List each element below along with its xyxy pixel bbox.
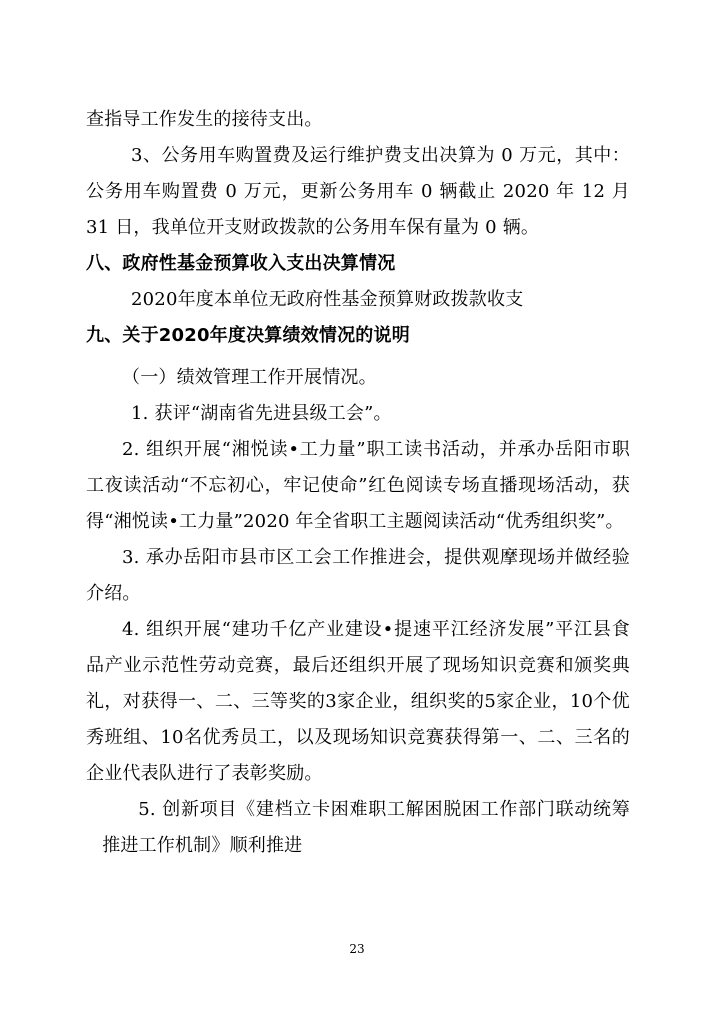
body-paragraph: 3. 承办岳阳市县市区工会工作推进会，提供观摩现场并做经验介绍。 — [86, 547, 630, 604]
body-paragraph: 3、公务用车购置费及运行维护费支出决算为 0 万元，其中：公务用车购置费 0 万元，更新公务用车 0 辆截止 2020 年 12 月 31 日，我单位开支财政拨款的公务用车保有量为 0 辆。 — [86, 145, 630, 238]
body-paragraph: 4. 组织开展“建功千亿产业建设•提速平江经济发展”平江县食品产业示范性劳动竞赛，最后还组织开展了现场知识竞赛和颁奖典礼，对获得一、二、三等奖的3家企业，组织奖的5家企业，10个优秀班组、10名优秀员工，以及现场知识竞赛获得第一、二、三名的企业代表队进行了表彰奖励。 — [86, 619, 630, 784]
body-paragraph: 1. 获评“湖南省先进县级工会”。 — [131, 403, 392, 424]
section-heading-9: 九、关于2020年度决算绩效情况的说明 — [86, 325, 410, 346]
section-heading-8: 八、政府性基金预算收入支出决算情况 — [86, 253, 396, 274]
body-paragraph: 2. 组织开展“湘悦读•工力量”职工读书活动，并承办岳阳市职工夜读活动“不忘初心，牢记使命”红色阅读专场直播现场活动，获得“湘悦读•工力量”2020 年全省职工主题阅读活动“优秀组织奖”。 — [86, 439, 630, 532]
page-number: 23 — [349, 942, 365, 956]
document-body — [86, 102, 630, 864]
body-paragraph: 查指导工作发生的接待支出。 — [86, 109, 323, 130]
subsection-heading: （一）绩效管理工作开展情况。 — [122, 367, 377, 388]
body-paragraph: 5. 创新项目《建档立卡困难职工解困脱困工作部门联动统筹推进工作机制》顺利推进 — [102, 799, 630, 856]
body-paragraph: 2020年度本单位无政府性基金预算财政拨款收支 — [131, 289, 524, 310]
